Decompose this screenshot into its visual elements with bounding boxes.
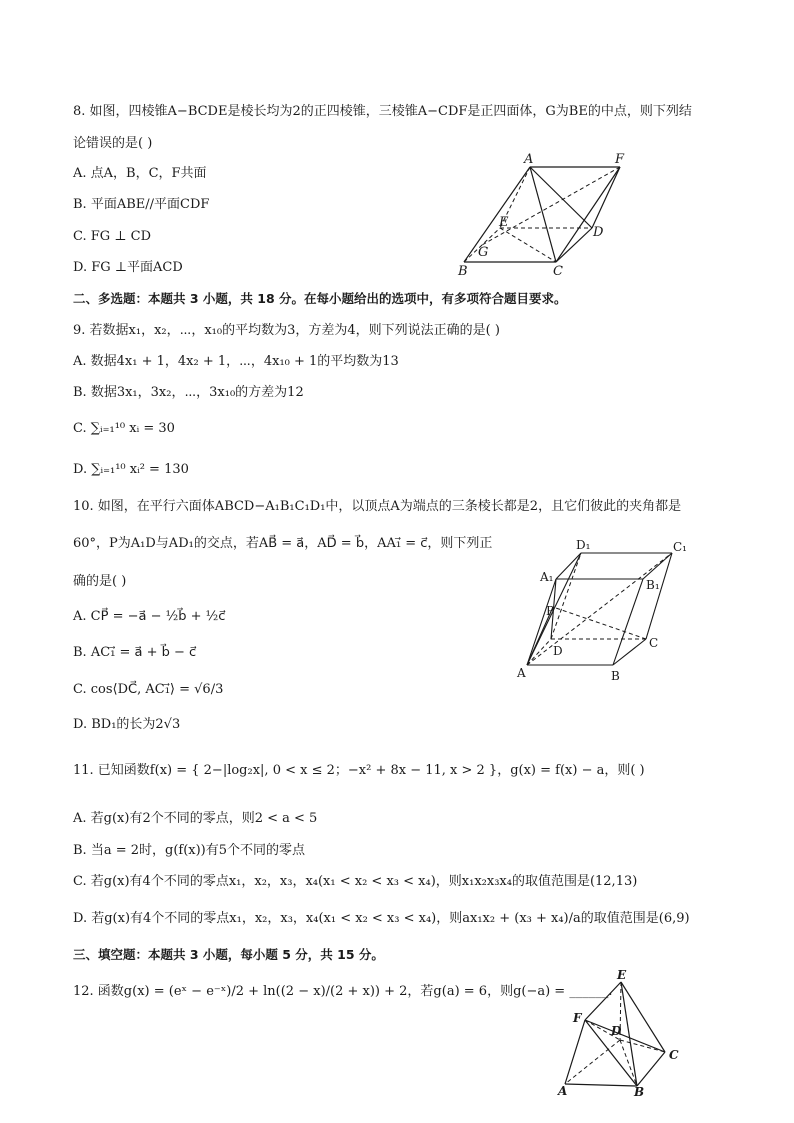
figure-pyramid-tetrahedron	[452, 150, 642, 280]
edge-a-b	[464, 167, 530, 262]
edge-e-f	[585, 982, 621, 1020]
figure-polyhedron	[548, 968, 688, 1098]
q9-option-c: C. ∑ᵢ₌₁¹⁰ xᵢ = 30	[73, 421, 175, 436]
label-f: F	[573, 1011, 582, 1025]
label-e: E	[617, 968, 627, 982]
q9-option-a: A. 数据4x₁ + 1，4x₂ + 1，⋯，4x₁₀ + 1的平均数为13	[73, 354, 399, 369]
edge-f-d	[592, 167, 620, 228]
label-b1: B₁	[646, 578, 660, 592]
q8-option-c: C. FG ⊥ CD	[73, 229, 152, 244]
edge-d-d1	[551, 553, 581, 639]
label-f: F	[615, 152, 625, 167]
q10-option-c: C. cos⟨DC⃗, AC₁⃗⟩ = √6/3	[73, 682, 224, 697]
label-b: B	[634, 1085, 645, 1099]
label-a: A	[524, 152, 534, 167]
edge-f-c	[556, 167, 620, 262]
edge-c-c1	[646, 553, 672, 639]
edge-e-b	[621, 982, 637, 1086]
q10-option-a: A. CP⃗ = −a⃗ − ½b⃗ + ½c⃗	[73, 609, 226, 624]
section-2-heading: 二、多选题：本题共 3 小题，共 18 分。在每小题给出的选项中，有多项符合题目要求。	[73, 291, 567, 306]
label-c: C	[669, 1048, 679, 1062]
q10-option-d: D. BD₁的长为2√3	[73, 717, 181, 732]
q8-option-d: D. FG ⊥平面ACD	[73, 260, 183, 275]
edge-a1-d1	[556, 553, 581, 579]
label-c1: C₁	[673, 540, 687, 554]
edge-c-d	[556, 228, 592, 262]
label-d: D	[553, 644, 563, 658]
label-a1: A₁	[540, 570, 554, 584]
label-c: C	[649, 636, 659, 650]
q10-stem-line2: 60°，P为A₁D与AD₁的交点，若AB⃗ = a⃗，AD⃗ = b⃗，AA₁⃗ = c⃗，则下列正	[73, 536, 493, 551]
edge-b-b1	[613, 579, 643, 665]
figure-parallelepiped	[510, 537, 700, 687]
q8-stem-line2: 论错误的是( )	[73, 136, 153, 151]
q11-stem: 11. 已知函数f(x) = { 2−|log₂x|, 0 < x ≤ 2；−x² + 8x − 11, x > 2 }，g(x) = f(x) − a，则( )	[73, 763, 645, 778]
label-a: A	[558, 1084, 568, 1098]
q8-stem-line1: 8. 如图，四棱锥A−BCDE是棱长均为2的正四棱锥，三棱锥A−CDF是正四面体，G为BE的中点，则下列结	[73, 104, 692, 119]
label-b: B	[458, 264, 468, 279]
edge-d-a	[565, 1040, 620, 1084]
q9-stem: 9. 若数据x₁，x₂，⋯，x₁₀的平均数为3，方差为4，则下列说法正确的是( )	[73, 323, 500, 338]
q11-option-d: D. 若g(x)有4个不同的零点x₁，x₂，x₃，x₄(x₁ < x₂ < x₃ < x₄)，则ax₁x₂ + (x₃ + x₄)/a的取值范围是(6,9)	[73, 911, 690, 926]
label-d: D	[593, 225, 604, 240]
label-e: E	[499, 215, 509, 230]
q8-option-b: B. 平面ABE//平面CDF	[73, 197, 210, 212]
edge-e-c	[621, 982, 665, 1052]
label-a: A	[517, 666, 526, 680]
q12-stem: 12. 函数g(x) = (eˣ − e⁻ˣ)/2 + ln((2 − x)/(2 + x)) + 2，若g(a) = 6，则g(−a) = ______.	[73, 984, 613, 999]
edge-b-c	[637, 1052, 665, 1086]
edge-a-d	[527, 639, 551, 665]
q9-option-b: B. 数据3x₁，3x₂，⋯，3x₁₀的方差为12	[73, 385, 304, 400]
q11-option-c: C. 若g(x)有4个不同的零点x₁，x₂，x₃，x₄(x₁ < x₂ < x₃ < x₄)，则x₁x₂x₃x₄的取值范围是(12,13)	[73, 874, 638, 889]
q10-stem-line1: 10. 如图，在平行六面体ABCD−A₁B₁C₁D₁中，以顶点A为端点的三条棱长都是2，且它们彼此的夹角都是	[73, 499, 682, 514]
q8-option-a: A. 点A，B，C，F共面	[73, 166, 207, 181]
section-3-heading: 三、填空题：本题共 3 小题，每小题 5 分，共 15 分。	[73, 947, 384, 962]
label-p: P	[546, 604, 555, 618]
edge-a-a1	[527, 579, 556, 665]
edge-d-b	[620, 1040, 637, 1086]
edge-a-c	[530, 167, 556, 262]
label-d1: D₁	[576, 538, 591, 552]
edge-a-d	[530, 167, 592, 228]
q11-option-a: A. 若g(x)有2个不同的零点，则2 < a < 5	[73, 811, 318, 826]
label-b: B	[611, 669, 620, 683]
q10-option-b: B. AC₁⃗ = a⃗ + b⃗ − c⃗	[73, 645, 197, 660]
edge-f-a	[565, 1020, 585, 1084]
label-g: G	[478, 245, 489, 260]
q10-stem-line3: 确的是( )	[73, 574, 127, 589]
edge-a-b	[565, 1084, 637, 1086]
label-d: D	[611, 1024, 622, 1038]
label-c: C	[553, 264, 563, 279]
q9-option-d: D. ∑ᵢ₌₁¹⁰ xᵢ² = 130	[73, 462, 189, 477]
q11-option-b: B. 当a = 2时，g(f(x))有5个不同的零点	[73, 843, 306, 858]
